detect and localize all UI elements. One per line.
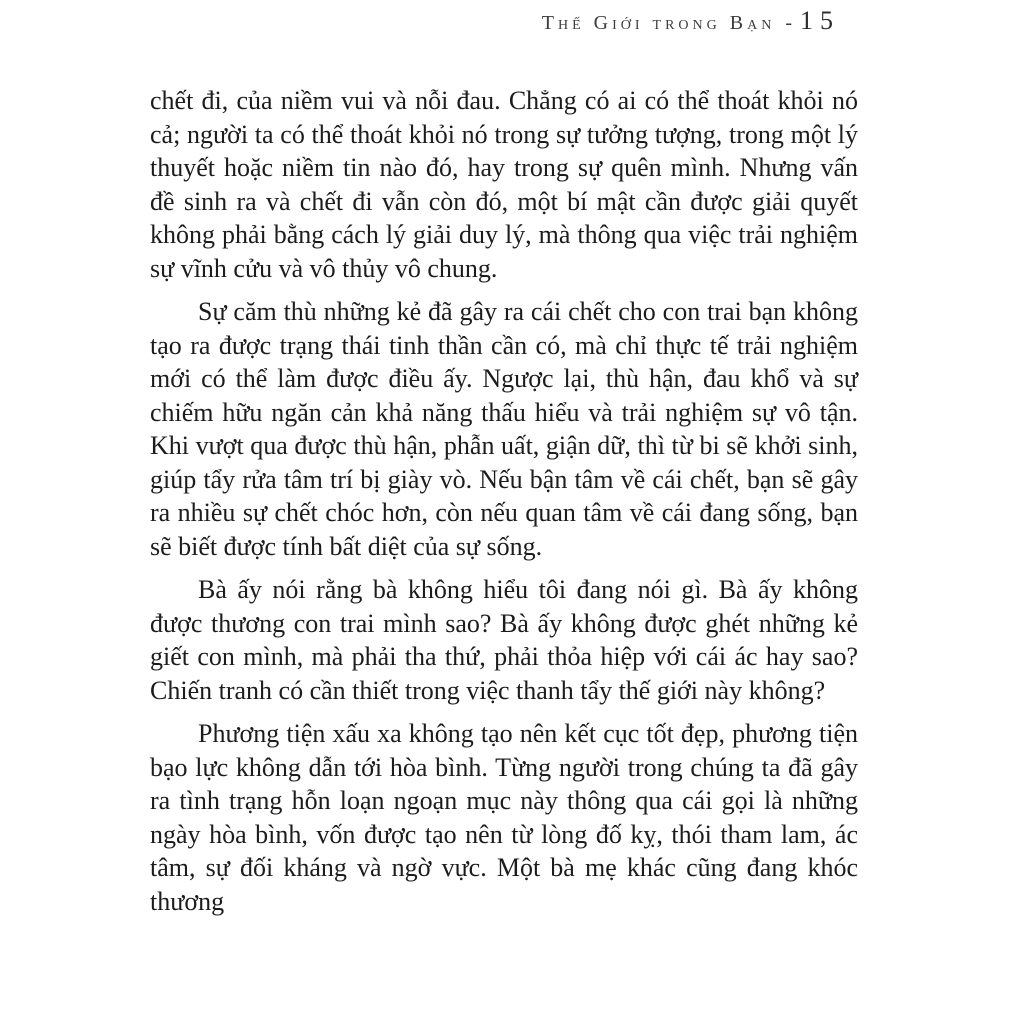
running-header-title: Thế Giới trong Bạn	[541, 12, 776, 34]
paragraph: Bà ấy nói rằng bà không hiểu tôi đang nói gì. Bà ấy không được thương con trai mình sao? Bà ấy không được ghét những kẻ giết con mình, mà phải tha thứ, phải thỏa hiệp với cái ác hay sao? Chiến tranh có cần thiết trong việc thanh tẩy thế giới này không?	[150, 575, 858, 705]
paragraph: Phương tiện xấu xa không tạo nên kết cục tốt đẹp, phương tiện bạo lực không dẫn tới hòa bình. Từng người trong chúng ta đã gây ra tình trạng hỗn loạn ngoạn mục này thông qua cái gọi là những ngày hòa bình, vốn được tạo nên từ lòng đố kỵ, thói tham lam, ác tâm, sự đối kháng và ngờ vực. Một bà mẹ khác cũng đang khóc thương	[150, 719, 858, 916]
paragraph: Sự căm thù những kẻ đã gây ra cái chết cho con trai bạn không tạo ra được trạng thái tinh thần cần có, mà chỉ thực tế trải nghiệm mới có thể làm được điều ấy. Ngược lại, thù hận, đau khổ và sự chiếm hữu ngăn cản khả năng thấu hiểu và trải nghiệm sự vô tận. Khi vượt qua được thù hận, phẫn uất, giận dữ, thì từ bi sẽ khởi sinh, giúp tẩy rửa tâm trí bị giày vò. Nếu bận tâm về cái chết, bạn sẽ gây ra nhiều sự chết chóc hơn, còn nếu quan tâm về cái đang sống, bạn sẽ biết được tính bất diệt của sự sống.	[150, 297, 858, 561]
page-body	[150, 84, 858, 928]
running-header-page-number: 15	[800, 6, 840, 35]
running-header	[542, 6, 840, 36]
paragraph-continuation: chết đi, của niềm vui và nỗi đau. Chẳng có ai có thể thoát khỏi nó cả; người ta có thể thoát khỏi nó trong sự tưởng tượng, trong một lý thuyết hoặc niềm tin nào đó, hay trong sự quên mình. Nhưng vấn đề sinh ra và chết đi vẫn còn đó, một bí mật cần được giải quyết không phải bằng cách lý giải duy lý, mà thông qua việc trải nghiệm sự vĩnh cửu và vô thủy vô chung.	[150, 86, 858, 283]
running-header-separator: -	[785, 12, 792, 34]
